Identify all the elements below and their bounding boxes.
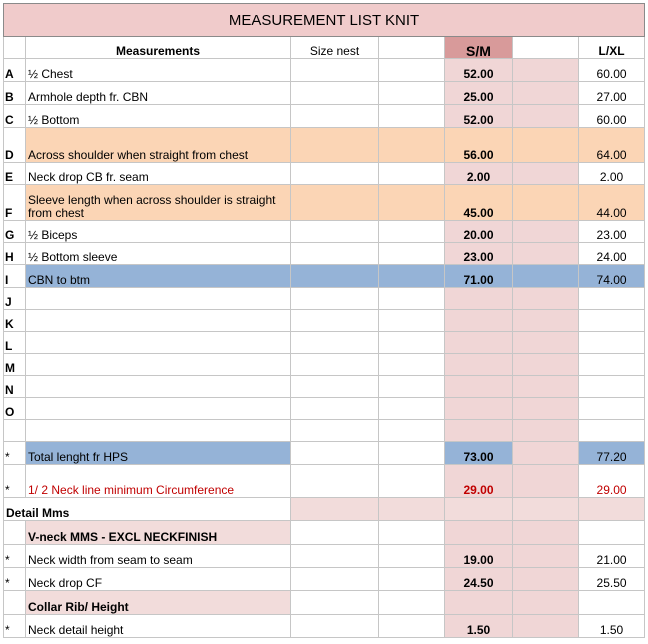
m-cell (513, 82, 579, 105)
table-row (4, 591, 645, 615)
header-xs: XS (379, 37, 445, 59)
row-letter: C (4, 105, 26, 128)
row-letter: N (4, 376, 26, 398)
sm-value: 73.00 (445, 442, 513, 465)
lxl-value: 24.00 (579, 243, 645, 265)
lxl-value: 60.00 (579, 105, 645, 128)
sm-value: 71.00 (445, 265, 513, 288)
m-cell (513, 442, 579, 465)
size-nest-cell (291, 105, 379, 128)
lxl-value (579, 376, 645, 398)
table-row (4, 221, 645, 243)
xs-cell (379, 376, 445, 398)
row-letter (4, 420, 26, 442)
sm-value (445, 521, 513, 545)
lxl-value: 23.00 (579, 221, 645, 243)
section-collar: Collar Rib/ Height (26, 591, 291, 615)
lxl-value: 29.00 (579, 465, 645, 498)
lxl-value: 44.00 (579, 185, 645, 221)
size-nest-cell (291, 185, 379, 221)
lxl-value (579, 332, 645, 354)
m-cell (513, 498, 579, 521)
table-row (4, 442, 645, 465)
m-cell (513, 591, 579, 615)
size-nest-cell (291, 376, 379, 398)
xs-cell (379, 521, 445, 545)
size-nest-cell (291, 615, 379, 638)
m-cell (513, 521, 579, 545)
size-nest-cell (291, 82, 379, 105)
size-nest-cell (291, 465, 379, 498)
xs-cell (379, 265, 445, 288)
sm-value (445, 310, 513, 332)
sm-value: 52.00 (445, 105, 513, 128)
size-nest-cell (291, 521, 379, 545)
sheet-title: MEASUREMENT LIST KNIT (4, 4, 645, 37)
size-nest-cell (291, 59, 379, 82)
m-cell (513, 615, 579, 638)
row-letter (4, 521, 26, 545)
size-nest-cell (291, 265, 379, 288)
lxl-value: 60.00 (579, 59, 645, 82)
size-nest-cell (291, 310, 379, 332)
xs-cell (379, 105, 445, 128)
row-letter: E (4, 163, 26, 185)
lxl-value: 27.00 (579, 82, 645, 105)
sm-value: 1.50 (445, 615, 513, 638)
m-cell (513, 105, 579, 128)
row-label: ½ Biceps (26, 221, 291, 243)
lxl-value: 64.00 (579, 128, 645, 163)
sm-value: 24.50 (445, 568, 513, 591)
size-nest-cell (291, 398, 379, 420)
m-cell (513, 398, 579, 420)
sm-value (445, 420, 513, 442)
lxl-value (579, 354, 645, 376)
size-nest-cell (291, 332, 379, 354)
row-letter: * (4, 568, 26, 591)
sm-value: 52.00 (445, 59, 513, 82)
table-row (4, 243, 645, 265)
lxl-value (579, 521, 645, 545)
m-cell (513, 163, 579, 185)
sm-value: 56.00 (445, 128, 513, 163)
row-label (26, 288, 291, 310)
xs-cell (379, 354, 445, 376)
row-label (26, 398, 291, 420)
row-label: 1/ 2 Neck line minimum Circumference (26, 465, 291, 498)
sm-value (445, 591, 513, 615)
row-label: Sleeve length when across shoulder is straight from chest (26, 185, 291, 221)
table-row (4, 310, 645, 332)
lxl-value: 21.00 (579, 545, 645, 568)
row-label (26, 310, 291, 332)
sm-value (445, 288, 513, 310)
table-row (4, 376, 645, 398)
xs-cell (379, 128, 445, 163)
row-letter: I (4, 265, 26, 288)
lxl-value (579, 310, 645, 332)
table-row (4, 288, 645, 310)
size-nest-cell (291, 568, 379, 591)
sm-value: 19.00 (445, 545, 513, 568)
row-label (26, 420, 291, 442)
row-label: Neck drop CB fr. seam (26, 163, 291, 185)
m-cell (513, 354, 579, 376)
xs-cell (379, 221, 445, 243)
xs-cell (379, 288, 445, 310)
header-m: M (513, 37, 579, 59)
lxl-value (579, 498, 645, 521)
xs-cell (379, 243, 445, 265)
sm-value (445, 498, 513, 521)
size-nest-cell (291, 243, 379, 265)
row-label: ½ Bottom sleeve (26, 243, 291, 265)
table-row (4, 185, 645, 221)
m-cell (513, 420, 579, 442)
row-letter: J (4, 288, 26, 310)
row-label (26, 332, 291, 354)
lxl-value: 25.50 (579, 568, 645, 591)
header-sm: S/M (445, 37, 513, 59)
row-letter: H (4, 243, 26, 265)
xs-cell (379, 568, 445, 591)
xs-cell (379, 591, 445, 615)
table-row (4, 498, 645, 521)
lxl-value: 77.20 (579, 442, 645, 465)
size-nest-cell (291, 545, 379, 568)
section-vneck: V-neck MMS - EXCL NECKFINISH (26, 521, 291, 545)
sm-value: 20.00 (445, 221, 513, 243)
row-letter: * (4, 545, 26, 568)
size-nest-cell (291, 128, 379, 163)
section-detail-mms: Detail Mms (4, 498, 291, 521)
xs-cell (379, 498, 445, 521)
table-row (4, 59, 645, 82)
table-row (4, 82, 645, 105)
row-label: Across shoulder when straight from chest (26, 128, 291, 163)
table-row (4, 420, 645, 442)
lxl-value (579, 288, 645, 310)
row-label (26, 376, 291, 398)
row-letter: G (4, 221, 26, 243)
row-label (26, 354, 291, 376)
size-nest-cell (291, 442, 379, 465)
row-letter: D (4, 128, 26, 163)
row-label: Neck drop CF (26, 568, 291, 591)
header-measurements: Measurements (26, 37, 291, 59)
xs-cell (379, 615, 445, 638)
m-cell (513, 221, 579, 243)
sm-value (445, 332, 513, 354)
row-letter: * (4, 465, 26, 498)
xs-cell (379, 398, 445, 420)
lxl-value: 2.00 (579, 163, 645, 185)
size-nest-cell (291, 354, 379, 376)
lxl-value: 74.00 (579, 265, 645, 288)
lxl-value (579, 398, 645, 420)
xs-cell (379, 442, 445, 465)
lxl-value: 1.50 (579, 615, 645, 638)
table-row (4, 265, 645, 288)
size-nest-cell (291, 498, 379, 521)
sm-value: 23.00 (445, 243, 513, 265)
xs-cell (379, 465, 445, 498)
xs-cell (379, 545, 445, 568)
xs-cell (379, 185, 445, 221)
table-row (4, 521, 645, 545)
row-label: ½ Bottom (26, 105, 291, 128)
row-letter: F (4, 185, 26, 221)
table-row (4, 105, 645, 128)
table-row (4, 568, 645, 591)
row-label: Armhole depth fr. CBN (26, 82, 291, 105)
xs-cell (379, 332, 445, 354)
table-row (4, 615, 645, 638)
row-letter: L (4, 332, 26, 354)
row-letter: B (4, 82, 26, 105)
m-cell (513, 545, 579, 568)
xs-cell (379, 163, 445, 185)
row-letter: * (4, 442, 26, 465)
m-cell (513, 265, 579, 288)
table-row (4, 128, 645, 163)
row-letter: * (4, 615, 26, 638)
header-size-nest: Size nest (291, 37, 379, 59)
header-blank (4, 37, 26, 59)
m-cell (513, 243, 579, 265)
sm-value: 29.00 (445, 465, 513, 498)
table-row (4, 545, 645, 568)
m-cell (513, 310, 579, 332)
sm-value: 45.00 (445, 185, 513, 221)
m-cell (513, 376, 579, 398)
table-row (4, 163, 645, 185)
m-cell (513, 185, 579, 221)
row-label: Neck width from seam to seam (26, 545, 291, 568)
sm-value (445, 376, 513, 398)
row-letter: O (4, 398, 26, 420)
measurement-sheet (3, 3, 645, 638)
m-cell (513, 568, 579, 591)
size-nest-cell (291, 163, 379, 185)
row-letter: A (4, 59, 26, 82)
row-label: Neck detail height (26, 615, 291, 638)
lxl-value (579, 420, 645, 442)
sm-value: 2.00 (445, 163, 513, 185)
row-label: CBN to btm (26, 265, 291, 288)
header-lxl: L/XL (579, 37, 645, 59)
table-row (4, 354, 645, 376)
xs-cell (379, 82, 445, 105)
xs-cell (379, 310, 445, 332)
m-cell (513, 332, 579, 354)
row-label: ½ Chest (26, 59, 291, 82)
lxl-value (579, 591, 645, 615)
size-nest-cell (291, 420, 379, 442)
sm-value (445, 398, 513, 420)
row-letter: M (4, 354, 26, 376)
m-cell (513, 465, 579, 498)
sm-value (445, 354, 513, 376)
table-row (4, 332, 645, 354)
row-letter: K (4, 310, 26, 332)
m-cell (513, 59, 579, 82)
size-nest-cell (291, 221, 379, 243)
size-nest-cell (291, 288, 379, 310)
table-row (4, 398, 645, 420)
xs-cell (379, 59, 445, 82)
row-label: Total lenght fr HPS (26, 442, 291, 465)
m-cell (513, 128, 579, 163)
sm-value: 25.00 (445, 82, 513, 105)
table-row (4, 465, 645, 498)
m-cell (513, 288, 579, 310)
row-letter (4, 591, 26, 615)
size-nest-cell (291, 591, 379, 615)
xs-cell (379, 420, 445, 442)
